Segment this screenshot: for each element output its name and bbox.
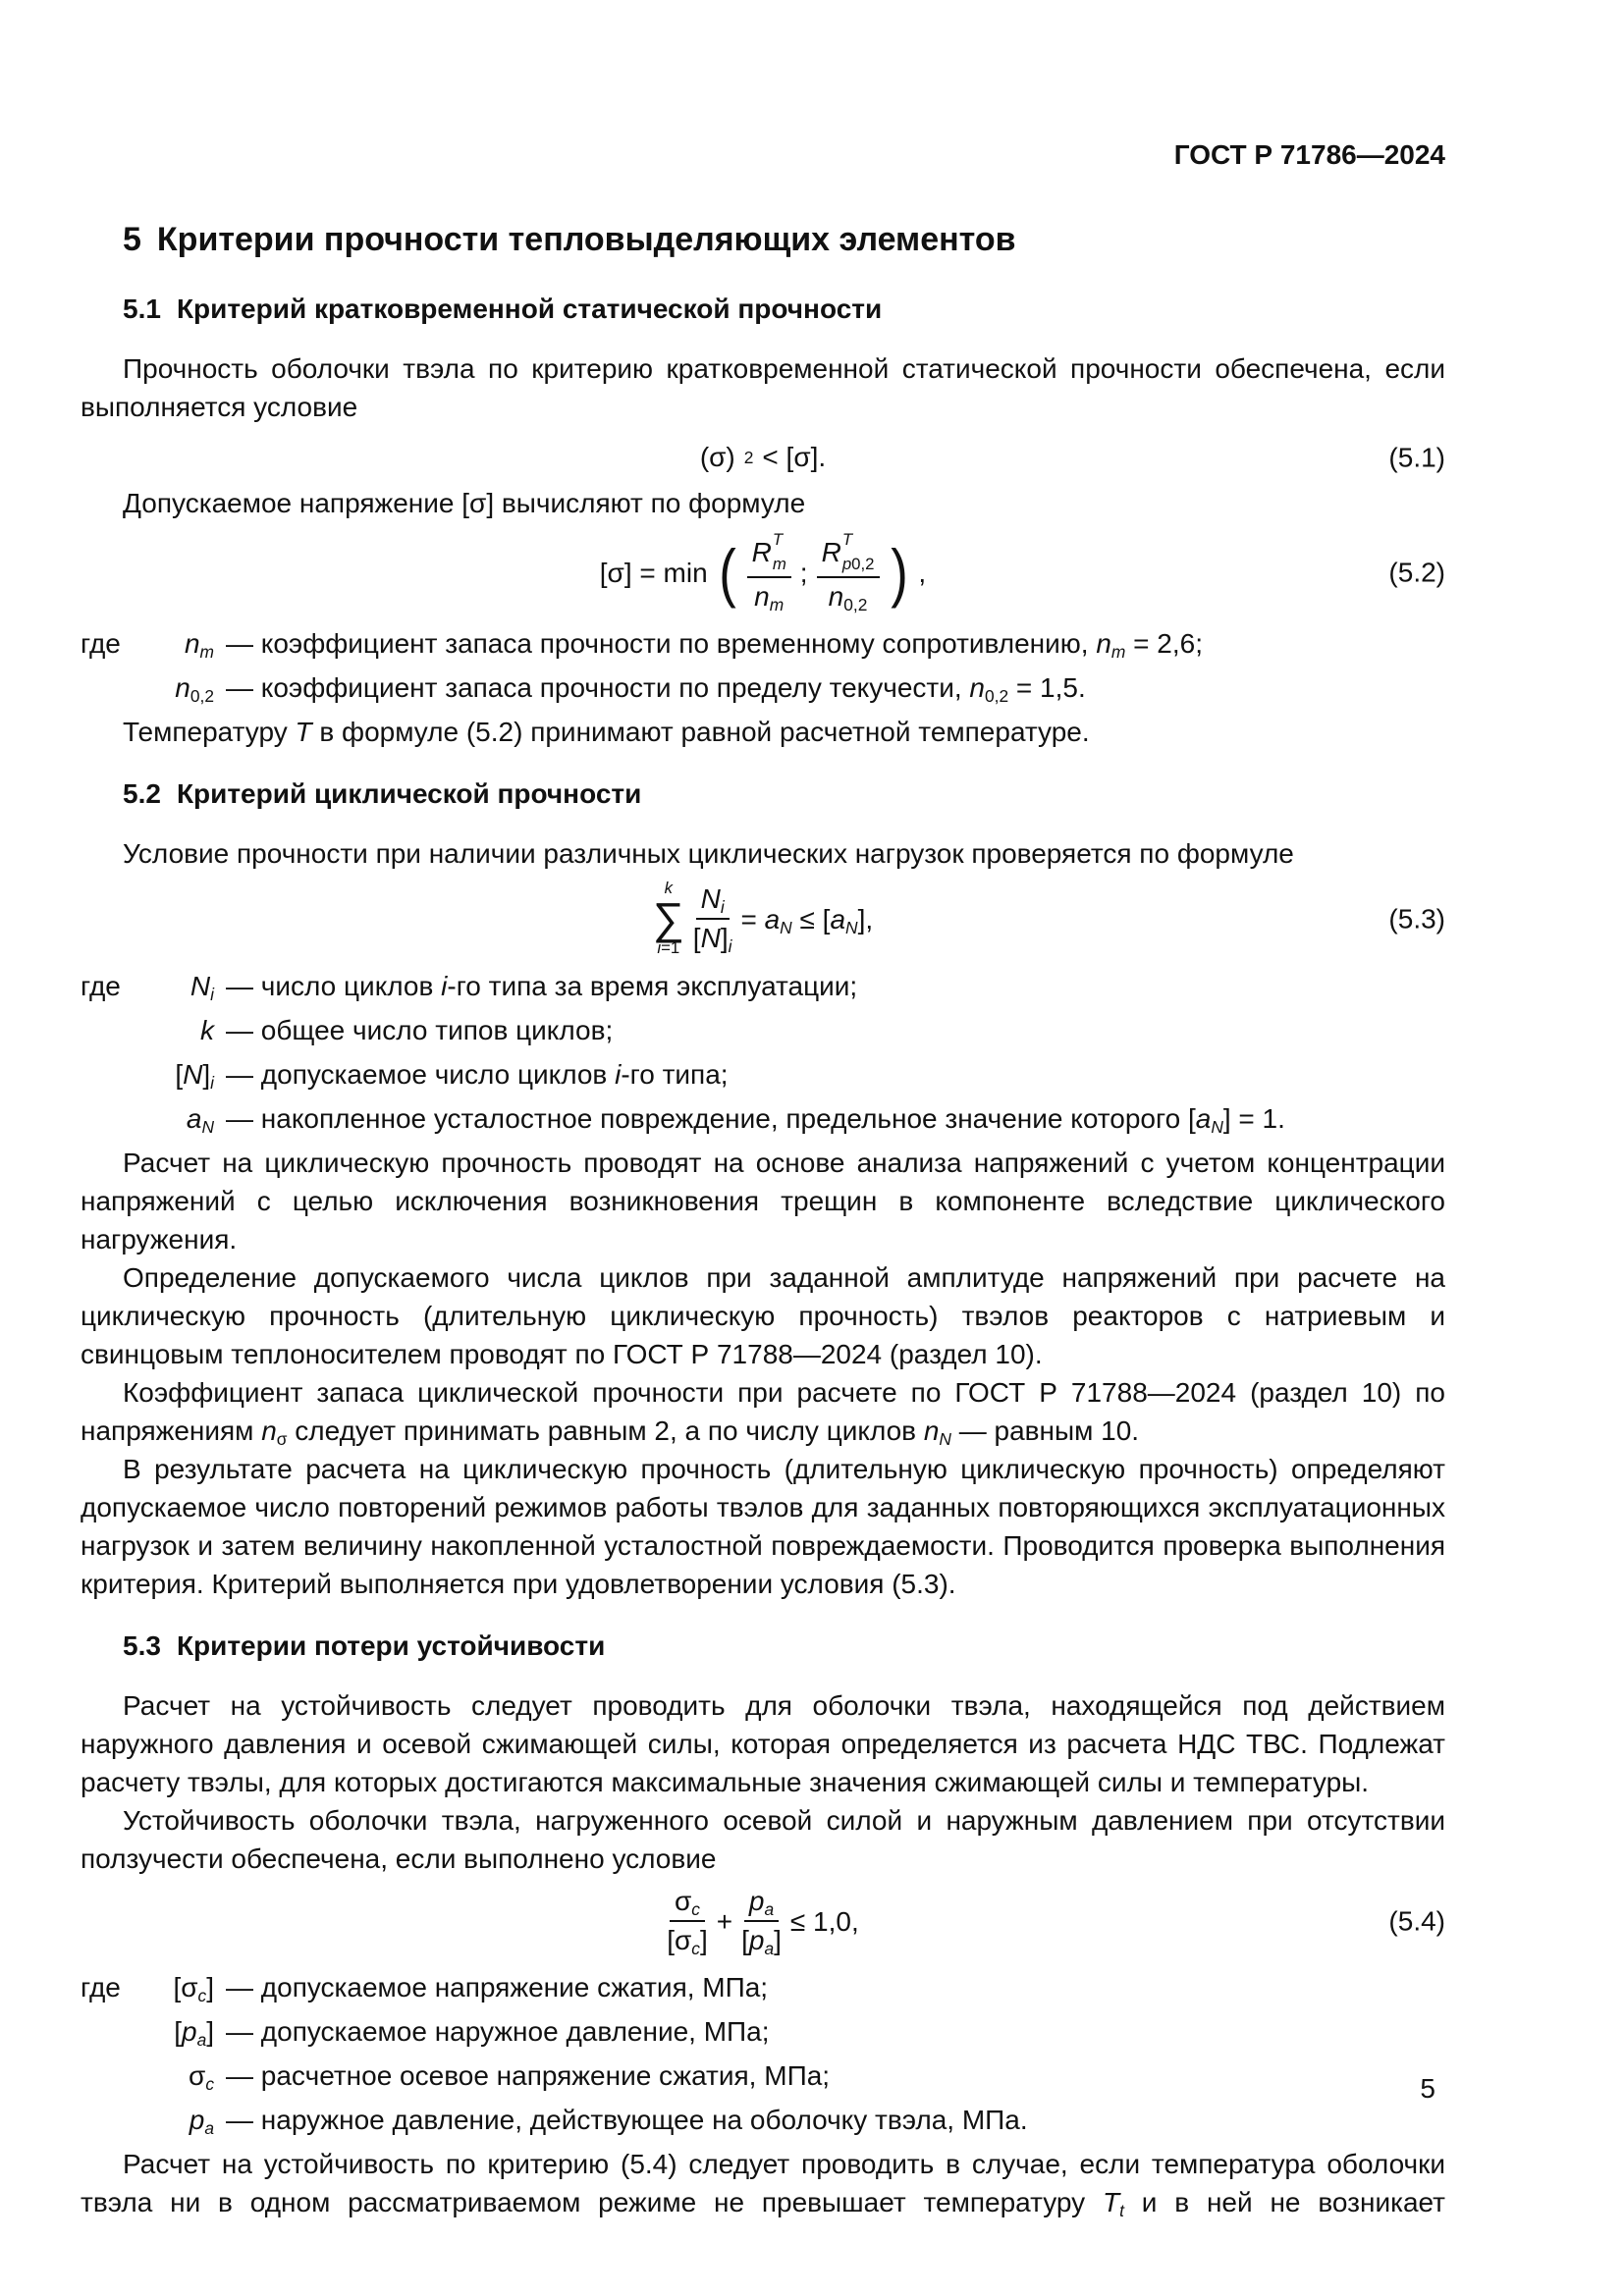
paragraph-allowable-stress: Допускаемое напряжение [σ] вычисляют по формуле xyxy=(123,488,806,518)
definition-aN: $a_N$ — накопленное усталостное повреждение, предельное значение которого $[a_N] = 1$. xyxy=(186,1102,1285,1137)
formula-5-4 xyxy=(81,1886,1445,1956)
page-number: 5 xyxy=(1420,2073,1435,2104)
formula-5-4-rest: ≤ 1,0, xyxy=(789,1905,859,1937)
paragraph-safety-factor: Коэффициент запаса циклической прочности при расчете по ГОСТ Р 71788—2024 (раздел 10) по напряжениям $n_\sigma$ следует принимать равным 2, а по числу циклов $n_N$ — равным 10. xyxy=(81,1376,1445,1449)
paragraph-temperature: Температуру T в формуле (5.2) принимают равной расчетной температуре. xyxy=(123,717,1090,748)
formula-5-3-rest: = $a_N \le [a_N]$, xyxy=(740,903,874,937)
formula-5-4-number: (5.4) xyxy=(1388,1905,1445,1937)
paragraph-stability-scope: Расчет на устойчивость следует проводить для оболочки твэла, находящейся под действием наружного давления и осевой сжимающей силы, которая определяется из расчета НДС ТВС. Подлежат расчету твэлы, для которых достигаются максимальные значения сжимающей силы и температуры. xyxy=(81,1689,1445,1797)
paragraph-cyclic-result: В результате расчета на циклическую прочность (длительную циклическую прочность) определяют допускаемое число повторений режимов работы твэлов для заданных повторяющихся эксплуатационных нагрузок и затем величину накопленной усталостной повреждаемости. Проводится проверка выполнения критерия. Критерий выполняется при удовлетворении условия (5.3). xyxy=(81,1453,1445,1599)
formula-5-4-expression xyxy=(667,1886,859,1956)
formula-5-3-expression xyxy=(653,881,873,957)
section-5-3-title: Критерии потери устойчивости xyxy=(176,1629,606,1661)
fraction-sigma-c: $\frac{\sigma_c}{[\sigma_c]}$ xyxy=(667,1885,708,1958)
section-5-1-number: 5.1 xyxy=(123,294,161,324)
summation-sign: k ∑ i=1 xyxy=(652,879,684,958)
formula-5-2 xyxy=(81,532,1445,613)
fraction-Ni: $\frac{N_i}{[N]_i}$ xyxy=(692,882,732,956)
definition-sigma-c-allowed: где $[\sigma_c]$ — допускаемое напряжение сжатия, МПа; xyxy=(81,1972,769,2006)
definition-k: k — общее число типов циклов; xyxy=(200,1014,614,1045)
separator: ; xyxy=(799,557,808,588)
formula-5-1-number: (5.1) xyxy=(1388,442,1445,472)
formula-5-3-number: (5.3) xyxy=(1388,903,1445,934)
paragraph-stability-case: Расчет на устойчивость по критерию (5.4) следует проводить в случае, если температура оболочки твэла ни в одном рассматриваемом режиме не превышает температуру $T_t$ и в ней не возникает xyxy=(81,2149,1445,2221)
section-5-title: Критерии прочности тепловыделяющих элементов xyxy=(156,221,1016,258)
plus-sign: + xyxy=(716,1905,733,1937)
section-5-1-heading xyxy=(123,290,1445,328)
paragraph-short-term-strength: Прочность оболочки твэла по критерию кратковременной статической прочности обеспечена, если выполняется условие xyxy=(81,353,1445,422)
definition-N-allowed: $[N]_i$ — допускаемое число циклов i-го типа; xyxy=(175,1058,729,1093)
formula-5-2-lead: [σ] = min xyxy=(599,557,708,588)
paragraph-cyclic-analysis: Расчет на циклическую прочность проводят на основе анализа напряжений с учетом концентрации напряжений с целью исключения возникновения трещин в компоненте вследствие циклического нагружения. xyxy=(81,1147,1445,1255)
formula-5-2-expression: [σ] = min ( R T m $n_m$ ; R T p0,2 $n_{0,2}$ ) , xyxy=(599,530,927,614)
formula-5-2-number: (5.2) xyxy=(1388,557,1445,588)
definition-sigma-c: $\sigma_c$ — расчетное осевое напряжение сжатия, МПа; xyxy=(189,2060,831,2095)
definition-pa: $p_a$ — наружное давление, действующее на оболочку твэла, МПа. xyxy=(189,2105,1028,2139)
formula-5-1 xyxy=(81,438,1445,476)
section-5-heading xyxy=(123,219,1445,260)
formula-5-1-expression: (σ) 2 < [σ]. xyxy=(699,442,827,472)
fraction-pa: $\frac{p_a}{[p_a]}$ xyxy=(741,1885,782,1958)
doc-code: ГОСТ Р 71786—2024 xyxy=(1173,139,1445,170)
section-5-2-heading xyxy=(123,774,1445,813)
fraction-Rp02-n02: R T p0,2 $n_{0,2}$ xyxy=(817,532,880,613)
section-5-1-title: Критерий кратковременной статической прочности xyxy=(176,294,883,324)
section-5-2-title: Критерий циклической прочности xyxy=(176,778,642,810)
formula-5-3 xyxy=(81,881,1445,957)
section-5-3-heading xyxy=(123,1627,1445,1665)
fraction-Rm-nm: R T m $n_m$ xyxy=(747,532,791,613)
definition-Ni: где $N_i$ — число циклов i-го типа за время эксплуатации; xyxy=(81,970,858,1004)
section-5-number: 5 xyxy=(123,221,141,258)
formula-5-2-tail: , xyxy=(918,557,927,588)
paragraph-cyclic-condition: Условие прочности при наличии различных циклических нагрузок проверяется по формуле xyxy=(123,838,1294,870)
section-5-3-number: 5.3 xyxy=(123,1629,161,1661)
definition-n02: $n_{0,2}$ — коэффициент запаса прочности по пределу текучести, $n_{0,2} = 1,5$. xyxy=(175,672,1086,707)
paragraph-stability-condition: Устойчивость оболочки твэла, нагруженного осевой силой и наружным давлением при отсутствии ползучести обеспечена, если выполнено условие xyxy=(81,1804,1445,1874)
section-5-2-number: 5.2 xyxy=(123,778,161,810)
paragraph-allowable-cycles: Определение допускаемого числа циклов при заданной амплитуде напряжений при расчете на циклическую прочность (длительную циклическую прочность) твэлов реакторов с натриевым и свинцовым теплоносителем проводят по ГОСТ Р 71788—2024 (раздел 10). xyxy=(81,1261,1445,1369)
definition-pa-allowed: $[p_a]$ — допускаемое наружное давление, МПа; xyxy=(174,2016,770,2051)
definition-nm: где $n_m$ — коэффициент запаса прочности по временному сопротивлению, $n_m = 2,6$; xyxy=(81,628,1204,663)
